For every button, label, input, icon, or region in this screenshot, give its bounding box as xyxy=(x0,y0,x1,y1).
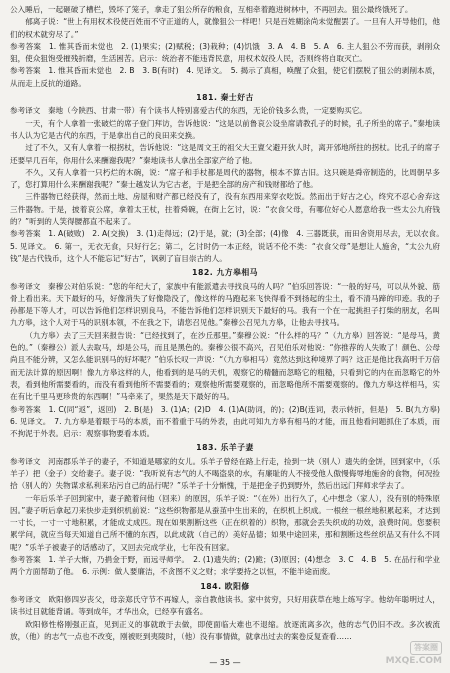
translation-paragraph: 参考译文 秦地（今陕西、甘肃一带）有个读书人特别喜爱古代的东西，无论价钱多么贵，一定要购买它。 xyxy=(10,106,367,116)
answer-paragraph: 参考答案 1. 羊子大惭，乃捐金于野，而远寻师学。 2. (1)遗失的；(2)跪；(3)原因；(4)想念 3. C 4. B 5. 在品行和学业两个方面帮助了他。 6. 示例：做人要廉洁，不贪图不义之财；求学要持之以恒，不能半途而废。 xyxy=(10,555,440,577)
paragraph: 三件器物已经获得，然而土地、房屋和财产都已经没有了，没有东西用来穿衣吃饭。然而出于好古之心，终究不忍心舍弃这三件器物。于是，披着哀公席，拿着太王杖，拄着舜碗，在街上乞讨，说：“衣食父母，有哪位好心人愿意给我一些太公九府钱的？”听到的人笑得腰都直不起来了。 xyxy=(10,192,440,227)
paragraph: 一年后乐羊子回到家中，妻子跪着问他（回来）的原因，乐羊子说：“（在外）出行久了，心中想念（家人），没有别的特殊原因。”妻子听后拿起刀来快步走到织机前说：“这些织物都是从蚕茧中生出来的，在织机上织成。一根丝一根丝地积累起来，才达到一寸长，一寸一寸地积累，才能成丈成匹。现在如果割断这些（正在织着的）织物，那就会丢失织成的功效，浪费时间。您要积累学问，就应当每天知道自己所不懂的东西，以此成就（自己的）美好品德；如果中途回来，那和割断这些丝织品又有什么不同呢？”乐羊子被妻子的话感动了，又回去完成学业，七年没有回家。 xyxy=(10,493,440,552)
page-number: — 35 — xyxy=(209,657,241,667)
section-title: 181. 秦士好古 xyxy=(196,93,254,103)
paragraph: 过了不久，又有人拿着一根拐杖，告诉他说：“这是周文王的祖父大王亶父避开狄人时，离开邠地所拄的拐杖。比孔子的席子还要早几百年，你用什么来酬谢我呢？”秦地读书人拿出全部家产给了他。 xyxy=(10,143,440,165)
section-181 xyxy=(10,92,448,265)
paragraph: 郁离子说：“世上有用权术役使百姓而不守正道的人，就像狙公一样吧！只是百姓糊涂尚未觉醒罢了。一旦有人开导他们，他们的权术就穷尽了。” xyxy=(10,17,440,39)
section-top xyxy=(10,4,440,90)
watermark-logo xyxy=(362,641,442,667)
answer-paragraph: 参考答案 1. 惟其昏而未觉也 2. (1)果实；(2)赋税；(3)栽种；(4)饥饿 3. A 4. B 5. A 6. 主人狙公不劳而获，剥削众狙，使众狙饱受摧残折磨，生活困苦。启示：统治者不能违背民意，用权术奴役人民，否则终将自取灭亡。 xyxy=(10,41,440,64)
watermark-line1: 答案圈 xyxy=(410,641,442,655)
paragraph: 一天，有个人拿着一张破烂的席子登门拜访，告诉他说：“这是以前鲁哀公设坐席请教孔子的时候，孔子所坐的席子。”秦地读书人认为它是古代的东西，于是拿出自己的良田来交换。 xyxy=(10,118,440,140)
section-title: 184. 欧阳修 xyxy=(200,581,250,591)
paragraph: 欧阳修性格刚强正直，见到正义的事就敢于去做，即使面临大难也不退缩。放逐流离多次，他的志气仍旧不改。多次被流放，（他）的志气一点也不改变，刚被贬到夷陵时，（他）没有事情做，就拿出过去的案卷反复查看…… xyxy=(10,619,440,641)
section-title: 183. 乐羊子妻 xyxy=(196,443,254,453)
translation-paragraph: 参考译文 河南郡乐羊子的妻子，不知道是哪家的女儿。乐羊子曾经在路上行走，捡到一块（别人）遗失的金饼，回到家中，（乐羊子）把（金子）交给妻子。妻子说：“我听说有志气的人不喝盗泉的水，有廉耻的人不接受他人傲慢侮辱地施舍的食物，何况捡拾（别人的）失物谋求私利来玷污自己的品行呢？”乐羊子十分惭愧，于是把金子扔到野外，然后出远门拜师求学去了。 xyxy=(10,456,440,491)
translation-paragraph: 参考译文 欧阳修四岁丧父，母亲郑氏守节不再嫁人，亲自教他读书。家中贫穷，只好用荻草在地上练写字。他幼年聪明过人，读书过目就能背诵。等到成年，才华出众，已经享有盛名。 xyxy=(10,594,440,617)
answer-paragraph: 参考答案 1. C(同“返”，返回) 2. B(是) 3. (1)A；(2)D 4. (1)A(助词，的)；(2)B(连词，表示转折，但是) 5. B(九方皋) 6. 见译文。 7. 九方皋是着眼于马的本质，而不着重于马的外表，由此可知九方皋有相马的才能，而且他看问题抓住了本质，而不拘泥于外表。启示：观察事物要看本质。 xyxy=(10,404,448,439)
paragraph: 不久，又有人拿着一只朽烂的木碗，说：“席子和手杖都是周代的器物，根本不算古旧。这只碗是舜帝制造的，比周朝早多了，您打算用什么来酬谢我呢？”秦士越发认为它古老，于是把全部的房产和钱财都给了他。 xyxy=(10,167,440,190)
paragraph: （九方皋）去了三天回来报告说：“已经找到了，在沙丘那里。”秦穆公说：“什么样的马？”（九方皋）回答说：“是母马，黄色的。”（秦穆公）派人去取马，却是公马，而且是黑色的。秦穆公很不高兴，召见伯乐对他说：“你推荐的人失败了！颜色、公母尚且不能分辨，又怎么能识别马的好坏呢？”伯乐长叹一声说：“（九方皋相马）竟然达到这种境界了吗？这正是他比我高明千万倍而无法计算的原因啊！像九方皋这样的人，他看到的是马的天机，观察它的精髓而忽略它的粗糙，只看到它的内在而忽略它的外表，看到他所需要看的，而没有看到他所不需要看的；观察他所需要观察的，而忽略他所不需要观察的。像九方皋这样相马，实在有比千里马更珍贵的东西啊！”马牵来了，果然是天下最好的马。 xyxy=(10,330,440,402)
paragraph: 公入睡后，一起砸破了槽栏，毁坏了笼子，拿走了狙公所存的粮食，互相牵着跑进树林中，不再回去。狙公最终饿死了。 xyxy=(10,5,413,14)
section-182 xyxy=(10,267,448,440)
translation-paragraph: 参考译文 秦穆公对伯乐说：“您的年纪大了，家族中有能派遣去寻找良马的人吗？”伯乐回答说：“一般的好马，可以从外貌、筋骨上看出来。天下最好的马，好像消失了好像隐没了，像这样的马跑起来飞快得看不到扬起的尘土，看不清马蹄的印迹。我的子孙都是下等人才，可以告诉他们怎样识别良马，不能告诉他们怎样识别天下最好的马。我有一个在一起挑担子打柴的朋友，名叫九方皋，这个人对于马的识别本领，不在我之下，请您召见他。”秦穆公召见九方皋，让他去寻找马。 xyxy=(10,281,440,328)
section-183 xyxy=(10,442,440,578)
section-title: 182. 九方皋相马 xyxy=(192,268,258,278)
answer-paragraph: 参考答案 1. A(破败) 2. A(交换) 3. (1)走得远；(2)于是，就；(3)全部；(4)像 4. 三器既获，而田舍资用尽去，无以衣食。 5. 见译文。 6. 第一，无衣无食，只好行乞；第二，乞讨时仍一本正经，说话不伦不类：“衣食父母”是想让人施舍，“太公九府钱”是古代钱币，这个人不能忘记“好古”，讽刺了盲目崇古的人。 xyxy=(10,229,448,263)
section-184 xyxy=(10,581,440,643)
watermark-line2: MXQE.COM xyxy=(385,656,442,666)
answer-paragraph: 参考答案 1. 惟其昏而未觉也 2. B 3. B(有时) 4. 见译文。 5. 揭示了真相，唤醒了众狙，使它们摆脱了狙公的剥削本质，从而走上反抗的道路。 xyxy=(10,66,440,88)
